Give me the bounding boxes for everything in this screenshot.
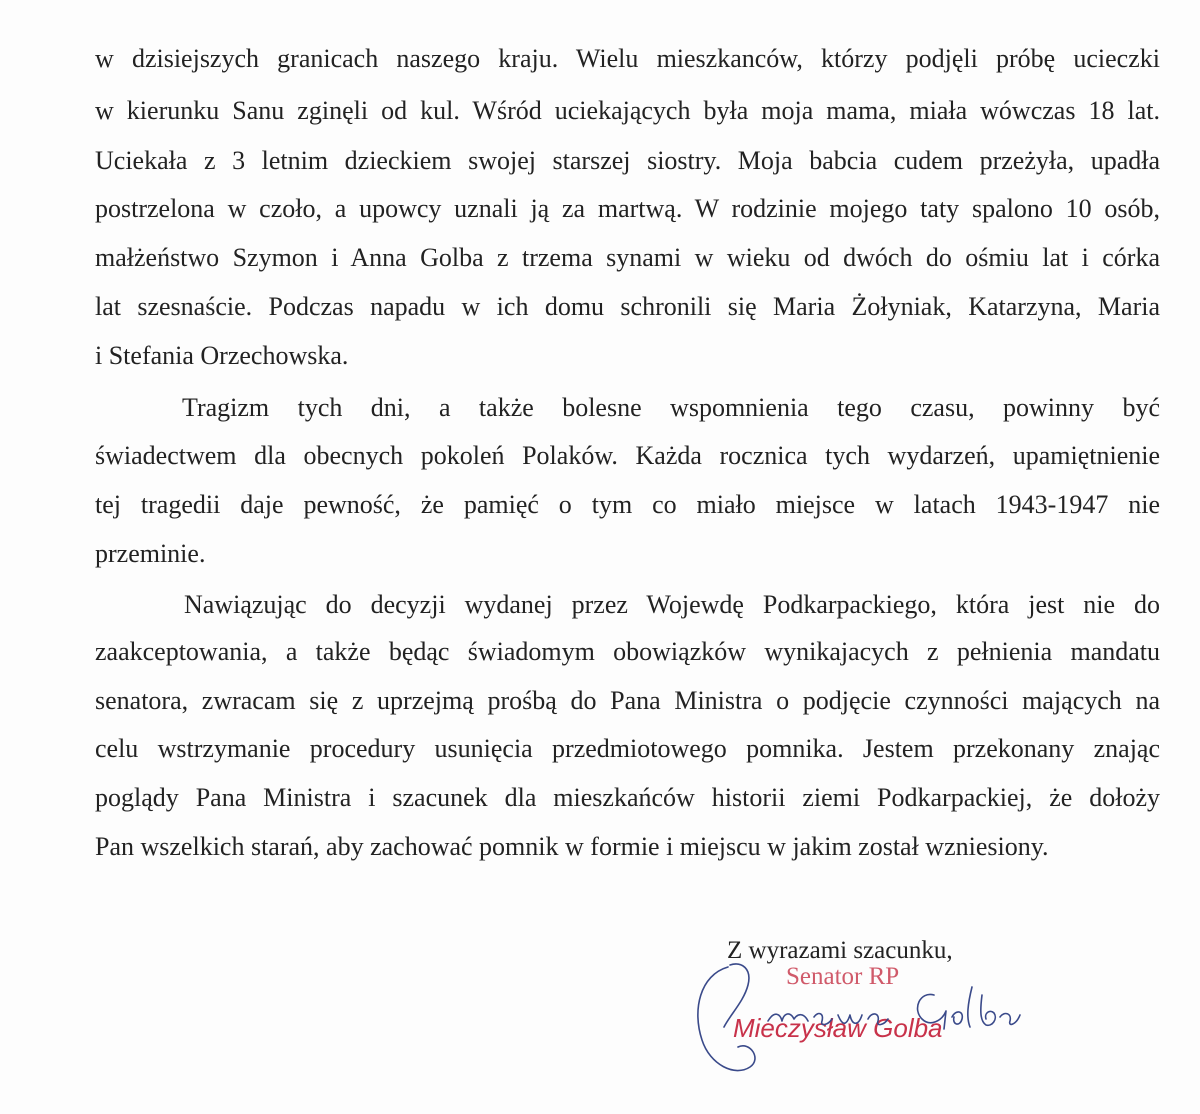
stamp-title: Senator RP [786,963,900,990]
paragraph-1-line-1: w dzisiejszych granicach naszego kraju. Wielu mieszkanców, którzy podjęli próbę ucieczki [95,44,1160,73]
paragraph-3-line-5: poglądy Pana Ministra i szacunek dla mieszkańców historii ziemi Podkarpackiej, że dołoży [95,783,1160,812]
paragraph-3-line-4: celu wstrzymanie procedury usunięcia przedmiotowego pomnika. Jestem przekonany znając [95,734,1160,763]
paragraph-1-line-4: postrzelona w czoło, a upowcy uznali ją za martwą. W rodzinie mojego taty spalono 10 osób, [95,194,1160,223]
paragraph-1-line-7: i Stefania Orzechowska. [95,341,349,370]
paragraph-1-line-3: Uciekała z 3 letnim dzieckiem swojej starszej siostry. Moja babcia cudem przeżyła, upadła [95,146,1160,175]
paragraph-2-line-2: świadectwem dla obecnych pokoleń Polaków. Każda rocznica tych wydarzeń, upamiętnienie [95,441,1160,470]
paragraph-1-line-2: w kierunku Sanu zginęli od kul. Wśród uciekających była moja mama, miała wówczas 18 lat. [95,96,1160,125]
paragraph-2-line-3: tej tragedii daje pewność, że pamięć o tym co miało miejsce w latach 1943-1947 nie [95,490,1160,519]
paragraph-1-line-5: małżeństwo Szymon i Anna Golba z trzema synami w wieku od dwóch do ośmiu lat i córka [95,243,1160,272]
closing-salutation: Z wyrazami szacunku, [727,937,953,964]
paragraph-2-line-1: Tragizm tych dni, a także bolesne wspomnienia tego czasu, powinny być [182,393,1160,422]
paragraph-2-line-4: przeminie. [95,539,206,568]
paragraph-1-line-6: lat szesnaście. Podczas napadu w ich domu schronili się Maria Żołyniak, Katarzyna, Maria [95,292,1160,321]
handwritten-signature [690,955,1030,1085]
stamp-name: Mieczysław Golba [733,1013,943,1043]
paragraph-3-line-1: Nawiązując do decyzji wydanej przez Wojewdę Podkarpackiego, która jest nie do [184,590,1160,619]
paragraph-3-line-3: senatora, zwracam się z uprzejmą prośbą do Pana Ministra o podjęcie czynności mających na [95,686,1160,715]
paragraph-3-line-6: Pan wszelkich starań, aby zachować pomnik w formie i miejscu w jakim został wzniesiony. [95,832,1049,861]
paragraph-3-line-2: zaakceptowania, a także będąc świadomym obowiązków wynikajacych z pełnienia mandatu [95,637,1160,666]
